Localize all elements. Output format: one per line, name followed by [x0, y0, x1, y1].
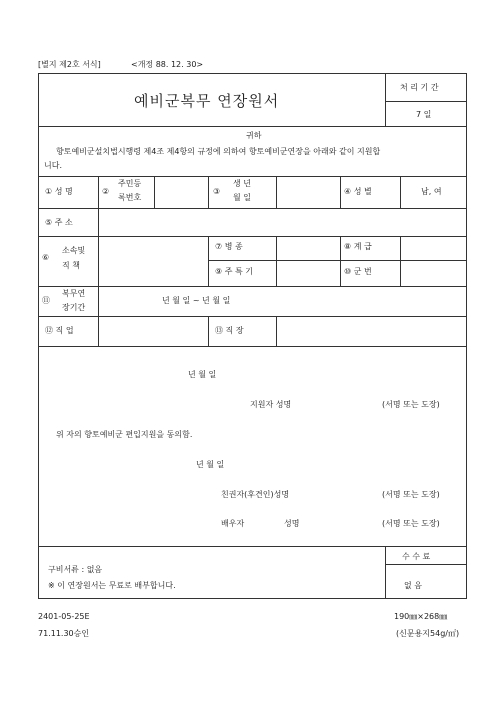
- spouse-label: 배우자: [221, 519, 245, 528]
- guardian-sign-note: (서명 또는 도장): [382, 490, 440, 499]
- rrn-label-b: 록번호: [118, 193, 142, 202]
- period-num: ⑪: [42, 296, 50, 305]
- spouse-name-label: 성명: [284, 519, 300, 528]
- service-type-label: ⑦ 병 종: [215, 242, 243, 251]
- form-code: 2401-05-25E: [38, 612, 90, 621]
- name-label: ① 성 명: [45, 187, 73, 196]
- workplace-label: ⑬ 직 장: [215, 326, 244, 335]
- guardian-label: 친권자(후견인)성명: [221, 490, 290, 499]
- approval-date: 71.11.30승인: [38, 629, 90, 638]
- form-label: [별지 제2호 서식]: [38, 60, 101, 69]
- fee-label: 수 수 료: [402, 552, 431, 561]
- period-label-b: 장기간: [62, 303, 86, 312]
- period-value: 년 월 일 ~ 년 월 일: [162, 296, 231, 305]
- period-label-a: 복무연: [62, 289, 86, 298]
- spouse-sign-note: (서명 또는 도장): [382, 519, 440, 528]
- sex-value: 남, 여: [421, 187, 442, 196]
- paper-size: 190㎜×268㎜: [394, 612, 448, 621]
- consent-date: 년 월 일: [196, 460, 225, 469]
- serial-label: ⑩ 군 번: [344, 267, 372, 276]
- processing-value: 7 일: [416, 110, 432, 119]
- applicant-label: 지원자 성명: [250, 400, 292, 409]
- form-title: 예비군복무 연장원서: [134, 92, 280, 110]
- applicant-sign-note: (서명 또는 도장): [382, 400, 440, 409]
- recipient: 귀하: [246, 131, 262, 140]
- birth-label-b: 월 일: [233, 193, 251, 202]
- rrn-num: ②: [102, 187, 110, 196]
- paper-type: (신문용지54g/㎡): [396, 629, 460, 638]
- sex-label: ④ 성 별: [344, 187, 372, 196]
- birth-num: ③: [213, 187, 221, 196]
- intro-line-2: 니다.: [44, 161, 62, 170]
- rrn-label-a: 주민등: [118, 179, 142, 188]
- intro-line-1: 향토예비군설치법시행령 제4조 제4항의 규정에 의하여 향토예비군연장을 아래와 같이 지원합: [56, 147, 381, 156]
- affiliation-num: ⑥: [42, 253, 50, 262]
- affiliation-label-a: 소속및: [62, 246, 86, 255]
- consent-text: 위 자의 향토예비군 편입지원을 동의함.: [56, 430, 193, 439]
- fee-value: 없 음: [404, 581, 422, 590]
- address-label: ⑤ 주 소: [45, 218, 73, 227]
- required-docs: 구비서류 : 없음: [48, 565, 103, 574]
- affiliation-label-b: 직 책: [62, 261, 80, 270]
- free-notice: ※ 이 연장원서는 무료로 배부합니다.: [48, 581, 176, 590]
- revision-date: <개정 88. 12. 30>: [131, 60, 204, 69]
- birth-label-a: 생 년: [233, 179, 251, 188]
- sign-date: 년 월 일: [188, 370, 217, 379]
- specialty-label: ⑨ 주 특 기: [215, 267, 253, 276]
- processing-label: 처 리 기 간: [400, 83, 439, 92]
- job-label: ⑫ 직 업: [45, 326, 74, 335]
- rank-label: ⑧ 계 급: [344, 242, 372, 251]
